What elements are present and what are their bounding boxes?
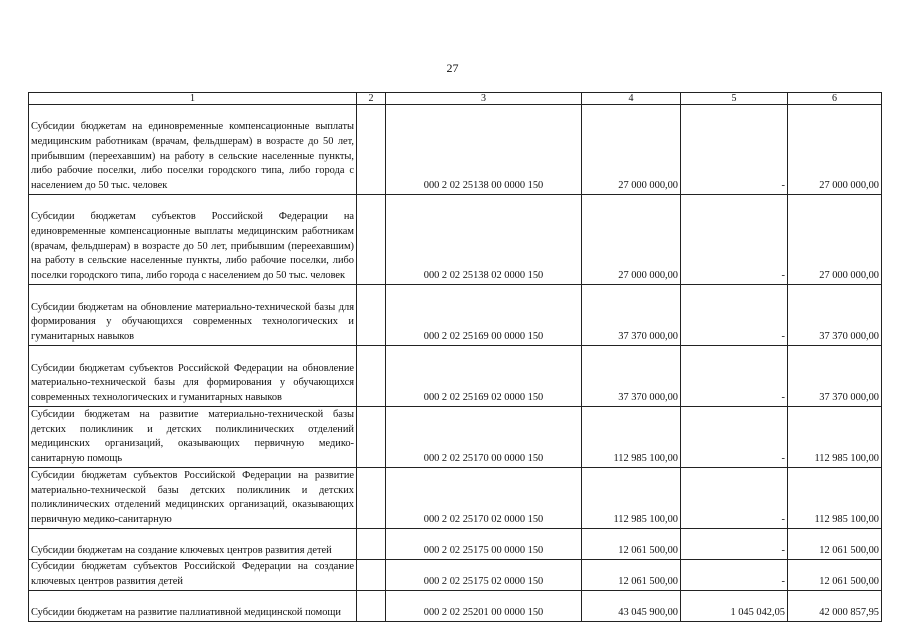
row-col-5: - — [681, 468, 788, 529]
page-number: 27 — [446, 61, 459, 75]
row-code: 000 2 02 25169 00 0000 150 — [386, 285, 582, 346]
row-col-5: - — [681, 407, 788, 468]
table-row — [29, 407, 882, 468]
row-col-6: 112 985 100,00 — [788, 407, 882, 468]
row-col-5: 1 045 042,05 — [681, 591, 788, 622]
row-code: 000 2 02 25170 00 0000 150 — [386, 407, 582, 468]
row-col-6: 37 370 000,00 — [788, 285, 882, 346]
table-row — [29, 285, 882, 346]
table-row — [29, 195, 882, 285]
row-col-2 — [357, 407, 386, 468]
row-code: 000 2 02 25138 00 0000 150 — [386, 105, 582, 195]
row-code: 000 2 02 25169 02 0000 150 — [386, 346, 582, 407]
row-col-6: 12 061 500,00 — [788, 560, 882, 591]
row-col-5: - — [681, 195, 788, 285]
row-code: 000 2 02 25170 02 0000 150 — [386, 468, 582, 529]
row-name: Субсидии бюджетам на единовременные компенсационные выплаты медицинским работникам (врачам, фельдшерам) в возрасте до 50 лет, прибывшим (переехавшим) на работу в сельские населенные пункты, либо рабочие поселки, либо поселки городского типа, либо города с населением до 50 тыс. человек — [29, 105, 357, 195]
table-row — [29, 560, 882, 591]
row-col-2 — [357, 529, 386, 560]
row-col-6: 27 000 000,00 — [788, 195, 882, 285]
row-col-6: 27 000 000,00 — [788, 105, 882, 195]
header-row — [29, 93, 882, 105]
table-row — [29, 529, 882, 560]
row-col-4: 27 000 000,00 — [582, 195, 681, 285]
row-name: Субсидии бюджетам на создание ключевых центров развития детей — [29, 529, 357, 560]
row-col-5: - — [681, 560, 788, 591]
row-name: Субсидии бюджетам на развитие материально-технической базы детских поликлиник и детских поликлинических отделений медицинских организаций, оказывающих первичную медико-санитарную помощь — [29, 407, 357, 468]
row-col-5: - — [681, 346, 788, 407]
row-code: 000 2 02 25175 00 0000 150 — [386, 529, 582, 560]
row-col-4: 112 985 100,00 — [582, 407, 681, 468]
row-col-6: 42 000 857,95 — [788, 591, 882, 622]
row-name: Субсидии бюджетам на обновление материально-технической базы для формирования у обучающихся современных технологических и гуманитарных навыков — [29, 285, 357, 346]
table-row — [29, 346, 882, 407]
budget-table — [28, 92, 882, 622]
header-col-1: 1 — [29, 93, 357, 105]
row-col-2 — [357, 195, 386, 285]
table-row — [29, 105, 882, 195]
table-row — [29, 468, 882, 529]
row-col-2 — [357, 468, 386, 529]
row-col-4: 27 000 000,00 — [582, 105, 681, 195]
header-col-5: 5 — [681, 93, 788, 105]
row-col-4: 12 061 500,00 — [582, 529, 681, 560]
row-col-2 — [357, 560, 386, 591]
row-name: Субсидии бюджетам субъектов Российской Федерации на обновление материально-технической базы для формирования у обучающихся современных технологических и гуманитарных навыков — [29, 346, 357, 407]
row-col-5: - — [681, 529, 788, 560]
row-col-4: 37 370 000,00 — [582, 285, 681, 346]
row-col-2 — [357, 591, 386, 622]
header-col-2: 2 — [357, 93, 386, 105]
row-col-4: 37 370 000,00 — [582, 346, 681, 407]
row-col-2 — [357, 346, 386, 407]
header-col-6: 6 — [788, 93, 882, 105]
row-col-6: 12 061 500,00 — [788, 529, 882, 560]
row-name: Субсидии бюджетам субъектов Российской Федерации на создание ключевых центров развития детей — [29, 560, 357, 591]
row-name: Субсидии бюджетам субъектов Российской Федерации на развитие материально-технической базы детских поликлиник и детских поликлинических отделений медицинских организаций, оказывающих первичную медико-санитарную — [29, 468, 357, 529]
row-name: Субсидии бюджетам на развитие паллиативной медицинской помощи — [29, 591, 357, 622]
table-row — [29, 591, 882, 622]
row-code: 000 2 02 25175 02 0000 150 — [386, 560, 582, 591]
row-code: 000 2 02 25138 02 0000 150 — [386, 195, 582, 285]
row-col-6: 37 370 000,00 — [788, 346, 882, 407]
row-col-2 — [357, 285, 386, 346]
row-name: Субсидии бюджетам субъектов Российской Федерации на единовременные компенсационные выплаты медицинским работникам (врачам, фельдшерам) в возрасте до 50 лет, прибывшим (переехавшим) на работу в сельские населенные пункты, либо рабочие поселки, либо поселки городского типа, либо города с населением до 50 тыс. человек — [29, 195, 357, 285]
row-col-4: 43 045 900,00 — [582, 591, 681, 622]
row-col-4: 12 061 500,00 — [582, 560, 681, 591]
row-col-4: 112 985 100,00 — [582, 468, 681, 529]
row-col-2 — [357, 105, 386, 195]
row-col-6: 112 985 100,00 — [788, 468, 882, 529]
header-col-3: 3 — [386, 93, 582, 105]
row-col-5: - — [681, 285, 788, 346]
header-col-4: 4 — [582, 93, 681, 105]
row-code: 000 2 02 25201 00 0000 150 — [386, 591, 582, 622]
row-col-5: - — [681, 105, 788, 195]
